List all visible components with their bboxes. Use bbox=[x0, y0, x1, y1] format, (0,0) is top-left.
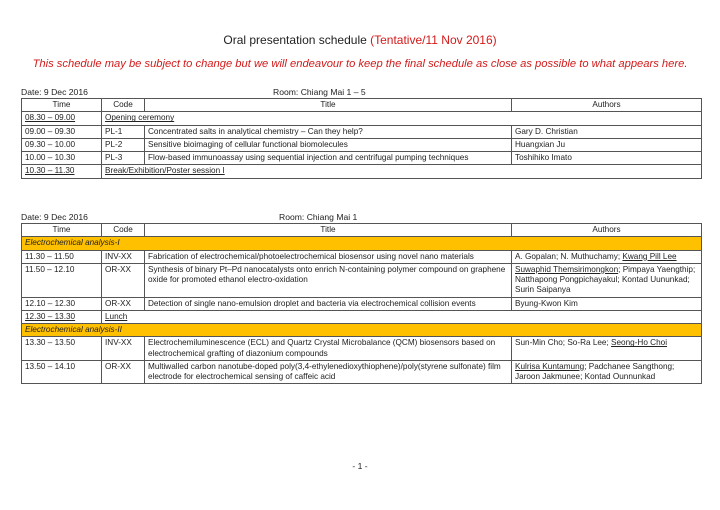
section-label: Electrochemical analysis-II bbox=[22, 324, 702, 337]
break-time: 10.30 – 11.30 bbox=[22, 165, 102, 178]
row-code: INV-XX bbox=[102, 250, 145, 263]
row-time: 10.00 – 10.30 bbox=[22, 152, 102, 165]
header-authors: Authors bbox=[512, 99, 702, 112]
row-authors bbox=[512, 337, 702, 361]
author-list: ; Padchanee Sangthong; Jaroon Jakmunee; Kontad Ounnunkad bbox=[515, 361, 675, 381]
header-authors: Authors bbox=[512, 224, 702, 237]
lunch-row bbox=[22, 310, 702, 323]
author-list: ; Pimpaya Yaengthip; Natthapong Pongpichayakul; Kontad Uununkad; Surin Saipanya bbox=[515, 264, 696, 295]
table-row bbox=[22, 138, 702, 151]
page-title bbox=[0, 33, 720, 47]
row-title: Sensitive bioimaging of cellular functional biomolecules bbox=[145, 138, 512, 151]
row-code: PL-1 bbox=[102, 125, 145, 138]
block2-room: Room: Chiang Mai 1 bbox=[279, 212, 358, 222]
section-row-2 bbox=[22, 324, 702, 337]
section-label: Electrochemical analysis-I bbox=[22, 237, 702, 250]
presenting-author: Kwang Pill Lee bbox=[622, 251, 677, 261]
presenting-author: Kulrisa Kuntamung bbox=[515, 361, 585, 371]
header-title: Title bbox=[145, 224, 512, 237]
row-title: Flow-based immunoassay using sequential injection and centrifugal pumping techniques bbox=[145, 152, 512, 165]
row-authors: Huangxian Ju bbox=[512, 138, 702, 151]
table-row bbox=[22, 297, 702, 310]
presenting-author: Seong-Ho Choi bbox=[611, 338, 668, 348]
opening-time: 08.30 – 09.00 bbox=[22, 112, 102, 125]
row-title: Electrochemiluminescence (ECL) and Quartz Crystal Microbalance (QCM) biosensors based on electrochemical grafting of diazonium compounds bbox=[145, 337, 512, 361]
row-authors bbox=[512, 360, 702, 384]
row-title: Synthesis of binary Pt–Pd nanocatalysts onto enrich N-containing polymer compound on graphene oxide for promoted ethanol electro-oxidation bbox=[145, 263, 512, 297]
block1-room: Room: Chiang Mai 1 – 5 bbox=[273, 87, 366, 97]
row-authors: Toshihiko Imato bbox=[512, 152, 702, 165]
row-code: OR-XX bbox=[102, 360, 145, 384]
table-row bbox=[22, 263, 702, 297]
table-row bbox=[22, 125, 702, 138]
row-authors bbox=[512, 250, 702, 263]
block1-date: Date: 9 Dec 2016 bbox=[21, 87, 88, 97]
row-code: PL-2 bbox=[102, 138, 145, 151]
header-time: Time bbox=[22, 99, 102, 112]
row-time: 11.50 – 12.10 bbox=[22, 263, 102, 297]
break-row bbox=[22, 165, 702, 178]
row-time: 12.10 – 12.30 bbox=[22, 297, 102, 310]
row-title: Multiwalled carbon nanotube-doped poly(3,4-ethylenedioxythiophene)/poly(styrene sulfonate) film electrode for electrochemical sensing of caffeic acid bbox=[145, 360, 512, 384]
row-time: 13.30 – 13.50 bbox=[22, 337, 102, 361]
row-title: Fabrication of electrochemical/photoelectrochemical biosensor using novel nano materials bbox=[145, 250, 512, 263]
presenting-author: Suwaphid Themsirimongkon bbox=[515, 264, 619, 274]
table-row bbox=[22, 337, 702, 361]
row-authors bbox=[512, 263, 702, 297]
lunch-time: 12.30 – 13.30 bbox=[22, 310, 102, 323]
row-time: 11.30 – 11.50 bbox=[22, 250, 102, 263]
author-list: A. Gopalan; N. Muthuchamy; bbox=[515, 251, 623, 261]
row-time: 09.30 – 10.00 bbox=[22, 138, 102, 151]
opening-row bbox=[22, 112, 702, 125]
header-time: Time bbox=[22, 224, 102, 237]
title-main: Oral presentation schedule bbox=[223, 33, 371, 47]
opening-label: Opening ceremony bbox=[102, 112, 702, 125]
header-title: Title bbox=[145, 99, 512, 112]
row-code: OR-XX bbox=[102, 297, 145, 310]
block2-date: Date: 9 Dec 2016 bbox=[21, 212, 88, 222]
row-time: 09.00 – 09.30 bbox=[22, 125, 102, 138]
row-code: INV-XX bbox=[102, 337, 145, 361]
schedule-notice: This schedule may be subject to change but we will endeavour to keep the final schedule as close as possible to what appears here. bbox=[32, 58, 688, 70]
page-number: - 1 - bbox=[352, 461, 368, 471]
table-row bbox=[22, 250, 702, 263]
row-authors: Byung-Kwon Kim bbox=[512, 297, 702, 310]
row-authors: Gary D. Christian bbox=[512, 125, 702, 138]
table-row bbox=[22, 152, 702, 165]
row-title: Detection of single nano-emulsion droplet and bacteria via electrochemical collision events bbox=[145, 297, 512, 310]
break-label: Break/Exhibition/Poster session I bbox=[102, 165, 702, 178]
row-time: 13.50 – 14.10 bbox=[22, 360, 102, 384]
header-code: Code bbox=[102, 224, 145, 237]
lunch-label: Lunch bbox=[102, 310, 702, 323]
table-row bbox=[22, 360, 702, 384]
section-row-1 bbox=[22, 237, 702, 250]
row-title: Concentrated salts in analytical chemistry – Can they help? bbox=[145, 125, 512, 138]
table-header-row bbox=[22, 99, 702, 112]
header-code: Code bbox=[102, 99, 145, 112]
schedule-table-2 bbox=[21, 223, 702, 384]
title-tentative: (Tentative/11 Nov 2016) bbox=[370, 33, 497, 47]
author-list: Sun-Min Cho; So-Ra Lee; bbox=[515, 338, 612, 348]
row-code: PL-3 bbox=[102, 152, 145, 165]
schedule-table-1 bbox=[21, 98, 702, 179]
table-header-row bbox=[22, 224, 702, 237]
row-code: OR-XX bbox=[102, 263, 145, 297]
